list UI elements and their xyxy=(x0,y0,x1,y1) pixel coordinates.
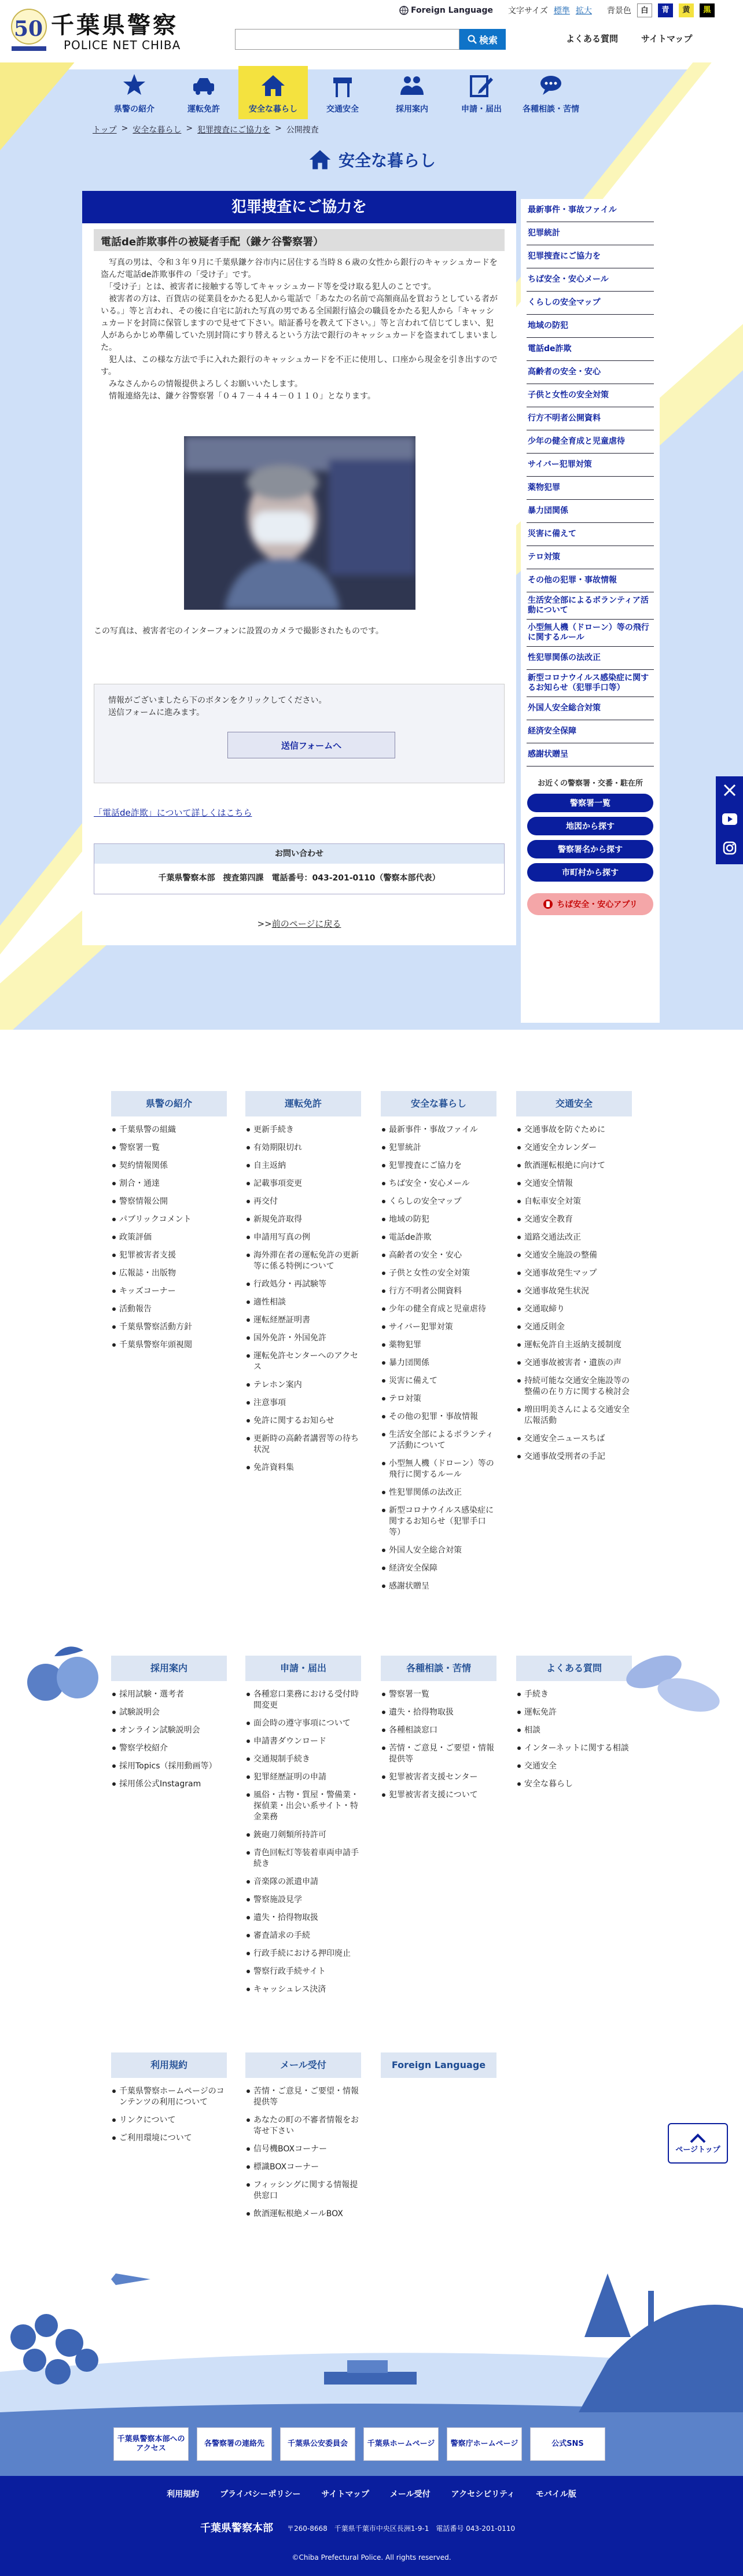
people-icon xyxy=(398,72,426,99)
page-title: 犯罪捜査にご協力を xyxy=(82,191,516,223)
section-title xyxy=(0,147,743,172)
footer-menu-item[interactable]: あなたの町の不審者情報をお寄せ下さい xyxy=(245,2115,361,2137)
footer-menu-item[interactable]: 面会時の遵守事項について xyxy=(245,1718,361,1729)
site-logo-subtitle: POLICE NET CHIBA xyxy=(64,38,181,52)
copyright: ©Chiba Prefectural Police. All rights reserved. xyxy=(292,2553,451,2562)
footer-menu-heading[interactable]: メール受付 xyxy=(245,2052,361,2078)
bg-white-button[interactable]: 白 xyxy=(637,3,652,17)
footer-org-name: 千葉県警察本部 xyxy=(200,2522,273,2534)
footer-menu-item[interactable]: 交通安全カレンダー xyxy=(516,1143,632,1154)
gnav-item-traffic[interactable] xyxy=(308,66,377,119)
section-title-text: 安全な暮らし xyxy=(338,151,436,170)
side-nav-item[interactable]: 行方不明者公開資料 xyxy=(527,407,654,430)
footer-menu-item[interactable]: 免許資料集 xyxy=(245,1462,361,1473)
gnav-item-about[interactable] xyxy=(100,66,169,119)
side-nav-item[interactable]: 小型無人機（ドローン）等の飛行に関するルール xyxy=(527,620,654,647)
footer-menu-item[interactable]: 千葉県警の組織 xyxy=(111,1125,227,1136)
bg-blue-button[interactable]: 青 xyxy=(658,3,673,17)
page-top-label: ページトップ xyxy=(675,2145,720,2154)
foreign-language-link[interactable] xyxy=(399,6,493,15)
footer-menu-item[interactable]: テレホン案内 xyxy=(245,1380,361,1391)
footer-menu-item[interactable]: 新規免許取得 xyxy=(245,1214,361,1225)
contact-body: 千葉県警察本部 捜査第四課 電話番号：043-201-0110（警察本部代表） xyxy=(158,874,440,883)
footer-menu-heading[interactable]: 県警の紹介 xyxy=(111,1091,227,1116)
svg-text:50: 50 xyxy=(14,17,43,41)
footer-menu-heading[interactable]: 安全な暮らし xyxy=(381,1091,496,1116)
side-nav-item[interactable]: ちば安全・安心メール xyxy=(527,268,654,292)
side-nav-item[interactable]: 犯罪捜査にご協力を xyxy=(527,245,654,268)
footer-menu-item[interactable]: 相談 xyxy=(516,1725,632,1736)
footer-menu-item[interactable]: 運転免許自主返納支援制度 xyxy=(516,1340,632,1351)
footer-menu-item[interactable]: 警察行政手続サイト xyxy=(245,1966,361,1977)
footer-menu-item[interactable]: その他の犯罪・事故情報 xyxy=(381,1412,496,1422)
footer-menu-item[interactable]: 割合・通達 xyxy=(111,1178,227,1189)
footer-menu-item[interactable]: 暴力団関係 xyxy=(381,1358,496,1369)
footer-menu-item[interactable]: 千葉県警察活動方針 xyxy=(111,1322,227,1333)
footer-menu-item[interactable]: 行方不明者公開資料 xyxy=(381,1286,496,1297)
footer-menu-heading[interactable]: Foreign Language xyxy=(381,2052,496,2078)
foreign-language-label: Foreign Language xyxy=(411,6,493,15)
footer-menu-item[interactable]: 音楽隊の派遣申請 xyxy=(245,1877,361,1888)
footer-menu-item[interactable]: フィッシングに関する情報提供窓口 xyxy=(245,2180,361,2202)
footer-links xyxy=(0,2476,743,2512)
footer-menu-item[interactable]: 自主返納 xyxy=(245,1160,361,1171)
side-nav xyxy=(521,199,660,1023)
footer-menu-item[interactable]: 更新時の高齢者講習等の待ち状況 xyxy=(245,1433,361,1455)
50th-anniversary-logo xyxy=(8,7,50,53)
footer-menu-item[interactable]: 記載事項変更 xyxy=(245,1178,361,1189)
footer-menu-item[interactable]: 千葉県警察年頭視閲 xyxy=(111,1340,227,1351)
footer-menu-item[interactable]: キッズコーナー xyxy=(111,1286,227,1297)
footer-menu-item[interactable]: 交通安全施設の整備 xyxy=(516,1250,632,1261)
footer-menu-item[interactable]: 警察署一覧 xyxy=(381,1689,496,1700)
sitemap-link[interactable]: サイトマップ xyxy=(641,34,693,44)
footer-menu-item[interactable]: 警察署一覧 xyxy=(111,1143,227,1154)
station-search-button[interactable] xyxy=(527,817,653,835)
footer-menu-item[interactable]: 警察情報公開 xyxy=(111,1196,227,1207)
footer-menu-item[interactable]: 犯罪経歴証明の申請 xyxy=(245,1772,361,1783)
x-twitter-icon[interactable] xyxy=(723,783,737,799)
banner-station-contacts[interactable]: 各警察署の連絡先 xyxy=(197,2427,272,2461)
banner-official-sns[interactable]: 公式SNS xyxy=(530,2427,605,2461)
footer-menu-item[interactable]: 生活安全部によるボランティア活動について xyxy=(381,1429,496,1451)
side-nav-item[interactable]: 外国人安全総合対策 xyxy=(527,697,654,720)
font-size-label: 文字サイズ xyxy=(507,6,548,16)
footer-menu-item[interactable]: 採用試験・選考者 xyxy=(111,1689,227,1700)
gnav-label: 採用案内 xyxy=(396,105,428,114)
footer-menu-item[interactable]: 免許に関するお知らせ xyxy=(245,1416,361,1427)
search-button-label: 検索 xyxy=(479,34,498,46)
footer-menu-column xyxy=(381,1656,496,1808)
gnav-label: 安全な暮らし xyxy=(249,105,297,114)
traffic-sign-icon xyxy=(329,72,356,99)
nearby-stations-label: お近くの警察署・交番・駐在所 xyxy=(537,779,643,788)
footer-menu-item[interactable]: 持続可能な交通安全施設等の整備の在り方に関する検討会 xyxy=(516,1376,632,1398)
footer-menu-item[interactable]: 増田明美さんによる交通安全広報活動 xyxy=(516,1405,632,1427)
sns-bar xyxy=(716,776,743,864)
footer-menu-item[interactable]: 適性相談 xyxy=(245,1297,361,1308)
form-instructions: 情報がございましたら下のボタンをクリックしてください。 送信フォームに進みます。 xyxy=(108,696,327,717)
home-icon xyxy=(307,147,333,172)
breadcrumb-item[interactable]: トップ xyxy=(93,126,117,135)
footer-menu-item[interactable]: 警察施設見学 xyxy=(245,1895,361,1906)
footer-menu-item[interactable]: 最新事件・事故ファイル xyxy=(381,1125,496,1136)
footer-menu-item[interactable]: 交通安全教育 xyxy=(516,1214,632,1225)
side-nav-item[interactable]: くらしの安全マップ xyxy=(527,292,654,315)
breadcrumb-item[interactable]: 安全な暮らし xyxy=(133,126,182,135)
station-search-button-label: 警察署一覧 xyxy=(570,799,610,808)
article xyxy=(94,229,505,408)
side-nav-item[interactable]: 感謝状贈呈 xyxy=(527,743,654,766)
report-form-box xyxy=(94,684,505,783)
side-nav-item[interactable]: 災害に備えて xyxy=(527,523,654,546)
footer-menu-item[interactable]: 道路交通法改正 xyxy=(516,1232,632,1243)
youtube-icon[interactable] xyxy=(722,813,737,827)
footer-address: 〒260-8668 千葉県千葉市中央区長洲1-9-1 電話番号 043-201-0110 xyxy=(287,2525,516,2533)
footer-menu-item[interactable]: 高齢者の安全・安心 xyxy=(381,1250,496,1261)
footer-menu-item[interactable]: 有効期限切れ xyxy=(245,1143,361,1154)
footer-link-terms[interactable]: 利用規約 xyxy=(167,2490,200,2499)
footer-menu-item[interactable]: 交通安全ニュースちば xyxy=(516,1433,632,1444)
side-nav-item[interactable]: 少年の健全育成と児童虐待 xyxy=(527,430,654,454)
footer-menu-column xyxy=(245,1091,361,1480)
header-utility-bar xyxy=(399,3,715,17)
footer-menu-item[interactable]: 安全な暮らし xyxy=(516,1779,632,1790)
smartphone-icon xyxy=(543,898,553,910)
footer-menu-item[interactable]: 交通安全 xyxy=(516,1761,632,1772)
footer-menu-item[interactable]: 更新手続き xyxy=(245,1125,361,1136)
chat-icon xyxy=(537,72,565,99)
footer-menu-column xyxy=(245,1656,361,2002)
search-button[interactable] xyxy=(459,29,506,50)
global-nav xyxy=(100,66,655,119)
breadcrumb-item[interactable]: 犯罪捜査にご協力を xyxy=(197,126,271,135)
bg-yellow-button[interactable]: 黄 xyxy=(679,3,694,17)
footer-menu-item[interactable]: 災害に備えて xyxy=(381,1376,496,1387)
font-size-large-button[interactable]: 拡大 xyxy=(575,6,592,16)
photo-caption: この写真は、被害者宅のインターフォンに設置のカメラで撮影されたものです。 xyxy=(94,627,384,636)
footer-menu-column xyxy=(111,1656,227,1797)
footer-menu-item[interactable]: 審査請求の手続 xyxy=(245,1930,361,1941)
footer-menu-item[interactable]: 各種窓口業務における受付時間変更 xyxy=(245,1689,361,1711)
side-nav-item[interactable]: 薬物犯罪 xyxy=(527,477,654,500)
citrus-illustration xyxy=(20,1642,106,1705)
send-form-button[interactable]: 送信フォームへ xyxy=(227,732,395,758)
footer-menu-column xyxy=(111,1091,227,1358)
footer-menu-item[interactable]: くらしの安全マップ xyxy=(381,1196,496,1207)
safety-app-label: ちば安全・安心アプリ xyxy=(557,900,638,909)
footer-menu-item[interactable]: 申請用写真の例 xyxy=(245,1232,361,1243)
gnav-item-consult[interactable] xyxy=(516,66,586,119)
font-size-standard-button[interactable]: 標準 xyxy=(553,6,570,16)
footer-menu-heading[interactable]: 利用規約 xyxy=(111,2052,227,2078)
site-header xyxy=(0,0,743,62)
banner-public-safety-commission[interactable]: 千葉県公安委員会 xyxy=(280,2427,355,2461)
banner-npa[interactable]: 警察庁ホームページ xyxy=(447,2427,522,2461)
side-nav-item[interactable]: 高齢者の安全・安心 xyxy=(527,361,654,384)
footer-menu-item[interactable]: 運転経歴証明書 xyxy=(245,1315,361,1326)
footer-menu-item[interactable]: 交通取締り xyxy=(516,1304,632,1315)
footer-menu-item[interactable]: 手続き xyxy=(516,1689,632,1700)
page-top-button[interactable] xyxy=(668,2123,728,2164)
footer-menu-item[interactable]: リンクについて xyxy=(111,2115,227,2126)
footer-menu-item[interactable]: 飲酒運転根絶に向けて xyxy=(516,1160,632,1171)
back-link-prefix: >> xyxy=(257,919,272,929)
footer-menu-heading[interactable]: よくある質問 xyxy=(516,1656,632,1681)
side-nav-item[interactable]: 子供と女性の安全対策 xyxy=(527,384,654,407)
police-emblem-icon xyxy=(120,72,148,99)
footer-menu-item[interactable]: 交通反則金 xyxy=(516,1322,632,1333)
bgcolor-label: 背景色 xyxy=(606,6,631,16)
footer-menu-item[interactable]: ちば安全・安心メール xyxy=(381,1178,496,1189)
footer-menu-item[interactable]: 海外滞在者の運転免許の更新等に係る特例について xyxy=(245,1250,361,1272)
footer-menu-item[interactable]: 自転車安全対策 xyxy=(516,1196,632,1207)
footer-menu-item[interactable]: 青色回転灯等装着車両申請手続き xyxy=(245,1848,361,1870)
footer-menu-item[interactable]: サイバー犯罪対策 xyxy=(381,1322,496,1333)
contact-box xyxy=(94,843,505,894)
footer-menu-item[interactable]: 薬物犯罪 xyxy=(381,1340,496,1351)
article-title: 電話de詐欺事件の被疑者手配（鎌ケ谷警察署） xyxy=(94,229,505,251)
footer-banners xyxy=(113,2427,605,2461)
station-search-button-label: 市町村から探す xyxy=(562,868,619,878)
footer-menu-item[interactable]: 警察学校紹介 xyxy=(111,1743,227,1754)
gnav-label: 交通安全 xyxy=(326,105,359,114)
footer-menu-item[interactable]: オンライン試験説明会 xyxy=(111,1725,227,1736)
footer-menu-item[interactable]: 標識BOXコーナー xyxy=(245,2162,361,2173)
safety-app-button[interactable] xyxy=(527,893,653,915)
side-nav-item[interactable]: 暴力団関係 xyxy=(527,500,654,523)
footer-menu-item[interactable]: 少年の健全育成と児童虐待 xyxy=(381,1304,496,1315)
footer-menu-heading[interactable]: 運転免許 xyxy=(245,1091,361,1116)
main-content xyxy=(82,191,516,945)
footer-menu-item[interactable]: 交通事故発生マップ xyxy=(516,1268,632,1279)
site-logo-title[interactable]: 千葉県警察 xyxy=(51,12,178,39)
footer-link-mobile[interactable]: モバイル版 xyxy=(535,2490,576,2499)
suspect-photo xyxy=(184,436,415,610)
station-search-button[interactable] xyxy=(527,794,653,812)
footer-menu-item[interactable]: 広報誌・出版物 xyxy=(111,1268,227,1279)
side-nav-item[interactable]: 性犯罪関係の法改正 xyxy=(527,647,654,670)
footer-menu-column xyxy=(381,2052,496,2086)
instagram-icon[interactable] xyxy=(723,841,737,857)
banner-chiba-prefecture[interactable]: 千葉県ホームページ xyxy=(363,2427,439,2461)
footer-menu-item[interactable]: 犯罪被害者支援 xyxy=(111,1250,227,1261)
station-search-button-label: 警察署名から探す xyxy=(558,845,623,854)
back-link[interactable]: 前のページに戻る xyxy=(271,919,341,929)
footer-menu-column xyxy=(516,1656,632,1797)
footer-menu-item[interactable]: 信号機BOXコーナー xyxy=(245,2144,361,2155)
footer-menu-item[interactable]: パブリックコメント xyxy=(111,1214,227,1225)
faq-link[interactable]: よくある質問 xyxy=(566,34,619,44)
footer-menu-heading[interactable]: 採用案内 xyxy=(111,1656,227,1681)
footer-menu-item[interactable]: 子供と女性の安全対策 xyxy=(381,1268,496,1279)
chevron-up-icon xyxy=(689,2133,707,2143)
footer-menu-item[interactable]: 交通事故を防ぐために xyxy=(516,1125,632,1136)
footer-menu-item[interactable]: インターネットに関する相談 xyxy=(516,1743,632,1754)
search-icon xyxy=(468,35,477,44)
footer-menu-column xyxy=(245,2052,361,2227)
footer-menu-item[interactable]: 犯罪統計 xyxy=(381,1143,496,1154)
car-icon xyxy=(190,72,218,99)
footer-menu-heading[interactable]: 申請・届出 xyxy=(245,1656,361,1681)
footer-menu-item[interactable]: 交通事故被害者・遺族の声 xyxy=(516,1358,632,1369)
footer-menu-item[interactable]: 感謝状贈呈 xyxy=(381,1581,496,1592)
footer-menu-item[interactable]: 契約情報関係 xyxy=(111,1160,227,1171)
footer-menu-item[interactable]: 性犯罪関係の法改正 xyxy=(381,1487,496,1498)
phone-fraud-more-link[interactable]: 「電話de詐欺」について詳しくはこちら xyxy=(94,808,252,818)
station-search-button[interactable] xyxy=(527,840,653,858)
footer-menu-column xyxy=(381,1091,496,1599)
footer-menu-item[interactable]: 電話de詐欺 xyxy=(381,1232,496,1243)
footer-menu-item[interactable]: 遺失・拾得物取扱 xyxy=(381,1707,496,1718)
footer-menu-item[interactable]: 銃砲刀剣類所持許可 xyxy=(245,1830,361,1841)
breadcrumb-current: 公開捜査 xyxy=(286,126,319,135)
article-body: 写真の男は、令和３年９月に千葉県鎌ケ谷市内に居住する当時８６歳の女性から銀行のキャッシュカードを盗んだ電話de詐欺事件の「受け子」です。 「受け子」とは、被害者に接触する等してキャッシュカード等を受け取る犯人のことです。 被害者の方は、百貨店の従業員をかたる犯人から電話で「あなたの名前で高額商品を買おうとしている者がいる。」等と言われ、その後に自宅に訪れた写真の男である全国銀行協会の職員をかたる犯人から「キャッシュカードを封筒に保管しますので見せて下さい。暗証番号を教えて下さい。」等と言われて信じてしまい、犯人があらかじめ準備していた別封筒にすり替えるという方法で銀行のキャッシュカードを盗まれてしまいました。 犯人は、この様な方法で手に入れた銀行のキャッシュカードを不正に使用し、口座から現金を引き出すのです。 みなさんからの情報提供よろしくお願いいたします。 情報連絡先は、鎌ケ谷警察署「０４７－４４４－０１１０」となります。 xyxy=(101,258,498,401)
footer-menu-item[interactable]: 外国人安全総合対策 xyxy=(381,1545,496,1556)
side-nav-item[interactable]: 電話de詐欺 xyxy=(527,338,654,361)
footer-menu-item[interactable]: 申請書ダウンロード xyxy=(245,1736,361,1747)
contact-header: お問い合わせ xyxy=(94,844,504,864)
gnav-item-recruit[interactable] xyxy=(377,66,447,119)
footer-menu-item[interactable]: 交通事故受刑者の手記 xyxy=(516,1451,632,1462)
pen-icon xyxy=(468,72,495,99)
footer-menu-item[interactable]: 地域の防犯 xyxy=(381,1214,496,1225)
footer-menu-item[interactable]: ご利用環境について xyxy=(111,2133,227,2144)
footer-menu-heading[interactable]: 交通安全 xyxy=(516,1091,632,1116)
home-icon xyxy=(259,72,287,99)
side-nav-item[interactable]: 地域の防犯 xyxy=(527,315,654,338)
banner-hq-access[interactable]: 千葉県警察本部へのアクセス xyxy=(113,2427,189,2461)
footer-link-sitemap[interactable]: サイトマップ xyxy=(321,2490,369,2499)
footer-menu-column xyxy=(111,2052,227,2151)
footer-menu-item[interactable]: 活動報告 xyxy=(111,1304,227,1315)
footer-menu-item[interactable]: 行政手続における押印廃止 xyxy=(245,1948,361,1959)
gnav-item-license[interactable] xyxy=(169,66,238,119)
site-search-input[interactable] xyxy=(235,29,459,50)
footer-menu-item[interactable]: 遺失・拾得物取扱 xyxy=(245,1912,361,1923)
side-nav-item[interactable]: 経済安全保障 xyxy=(527,720,654,743)
station-search-button[interactable] xyxy=(527,863,653,882)
footer-menu-item[interactable]: 犯罪捜査にご協力を xyxy=(381,1160,496,1171)
footer-menu-item[interactable]: テロ対策 xyxy=(381,1394,496,1405)
footer-menu-item[interactable]: 採用係公式Instagram xyxy=(111,1779,227,1790)
footer-menu-item[interactable]: 千葉県警察ホームページのコンテンツの利用について xyxy=(111,2086,227,2108)
breadcrumb: トップ > 安全な暮らし > 犯罪捜査にご協力を > 公開捜査 xyxy=(93,124,319,135)
gnav-label: 県警の紹介 xyxy=(114,105,155,114)
footer-menu-column xyxy=(516,1091,632,1469)
peanuts-illustration xyxy=(619,1643,729,1724)
footer-menu-heading[interactable]: 各種相談・苦情 xyxy=(381,1656,496,1681)
footer-link-mail[interactable]: メール受付 xyxy=(389,2490,431,2499)
footer-link-privacy[interactable]: プライバシーポリシー xyxy=(220,2490,301,2499)
side-nav-item[interactable]: 最新事件・事故ファイル xyxy=(527,199,654,222)
footer-bar xyxy=(0,2512,743,2576)
gnav-item-application[interactable] xyxy=(447,66,516,119)
footer-menu-item[interactable]: 経済安全保障 xyxy=(381,1563,496,1574)
gnav-item-safe-living[interactable] xyxy=(238,66,308,119)
footer-menu-item[interactable]: 行政処分・再試験等 xyxy=(245,1279,361,1290)
footer-menu-item[interactable]: 苦情・ご意見・ご要望・情報提供等 xyxy=(381,1743,496,1765)
gnav-label: 申請・届出 xyxy=(461,105,502,114)
side-nav-item[interactable]: テロ対策 xyxy=(527,546,654,569)
footer-menu-item[interactable]: 再交付 xyxy=(245,1196,361,1207)
footer-menu-item[interactable]: 政策評価 xyxy=(111,1232,227,1243)
side-nav-item[interactable]: その他の犯罪・事故情報 xyxy=(527,569,654,592)
station-search-button-label: 地図から探す xyxy=(566,822,615,831)
footer-link-accessibility[interactable]: アクセシビリティ xyxy=(451,2490,515,2499)
globe-icon xyxy=(399,6,409,15)
footer-menu-item[interactable]: 国外免許・外国免許 xyxy=(245,1333,361,1344)
bg-black-button[interactable]: 黒 xyxy=(700,3,715,17)
back-link-row xyxy=(82,917,516,930)
gnav-label: 各種相談・苦情 xyxy=(523,105,579,114)
side-nav-item[interactable]: 生活安全部によるボランティア活動について xyxy=(527,592,654,620)
footer-menu-item[interactable]: 交通安全情報 xyxy=(516,1178,632,1189)
footer-menu-item[interactable]: 試験説明会 xyxy=(111,1707,227,1718)
footer-menu-item[interactable]: 運転免許 xyxy=(516,1707,632,1718)
footer-menu-item[interactable]: 飲酒運転根絶メールBOX xyxy=(245,2209,361,2220)
side-nav-item[interactable]: サイバー犯罪対策 xyxy=(527,454,654,477)
gnav-label: 運転免許 xyxy=(187,105,220,114)
side-nav-item[interactable]: 新型コロナウイルス感染症に関するお知らせ（犯罪手口等） xyxy=(527,670,654,697)
footer-menu-item[interactable]: 犯罪被害者支援について xyxy=(381,1790,496,1801)
footer-menu-item[interactable]: キャッシュレス決済 xyxy=(245,1984,361,1995)
footer-menu-item[interactable]: 苦情・ご意見・ご要望・情報提供等 xyxy=(245,2086,361,2108)
side-nav-item[interactable]: 犯罪統計 xyxy=(527,222,654,245)
footer-menu-item[interactable]: 交通規制手続き xyxy=(245,1754,361,1765)
footer-menu-item[interactable]: 犯罪被害者支援センター xyxy=(381,1772,496,1783)
footer-menu-item[interactable]: 運転免許センターへのアクセス xyxy=(245,1351,361,1373)
footer-menu-item[interactable]: 小型無人機（ドローン）等の飛行に関するルール xyxy=(381,1458,496,1480)
footer-menu-item[interactable]: 採用Topics（採用動画等） xyxy=(111,1761,227,1772)
footer-menu-item[interactable]: 各種相談窓口 xyxy=(381,1725,496,1736)
footer-menu-item[interactable]: 新型コロナウイルス感染症に関するお知らせ（犯罪手口等） xyxy=(381,1505,496,1538)
footer-menu-item[interactable]: 交通事故発生状況 xyxy=(516,1286,632,1297)
footer-menu-item[interactable]: 風俗・古物・質屋・警備業・探偵業・出会い系サイト・特金業務 xyxy=(245,1790,361,1823)
footer-menu-item[interactable]: 注意事項 xyxy=(245,1398,361,1409)
